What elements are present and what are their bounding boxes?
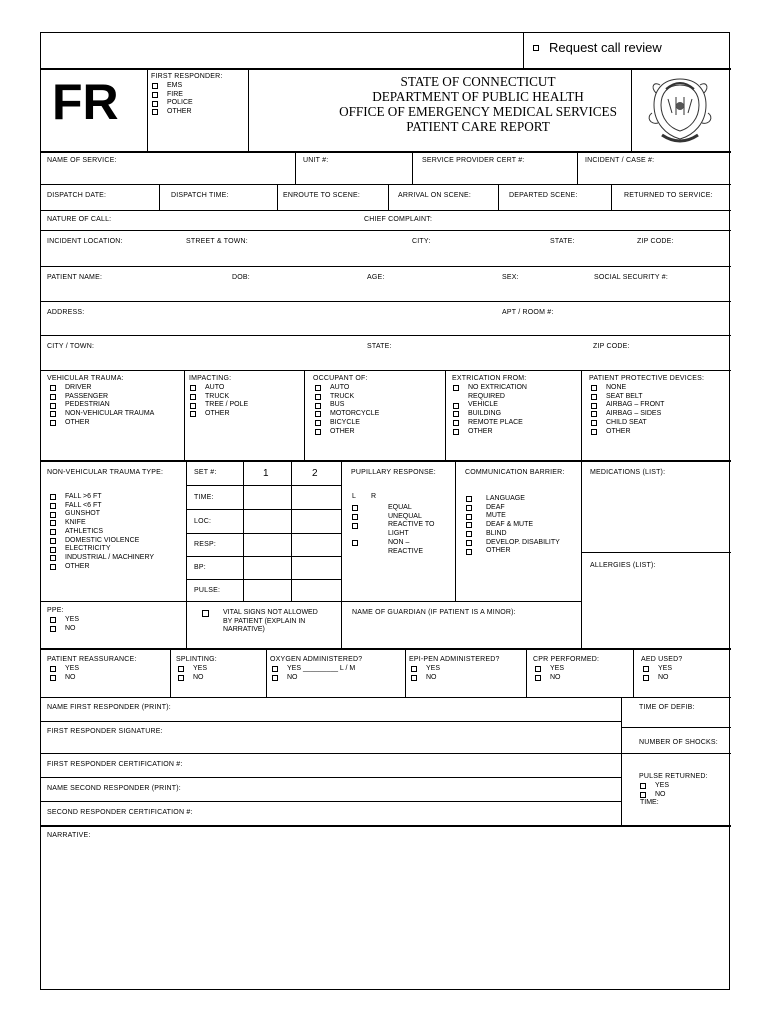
option-no[interactable]: NO [643,674,672,683]
option-yes[interactable]: YES [535,665,564,674]
checkbox[interactable] [453,403,459,409]
enroute-label: ENROUTE TO SCENE: [283,192,361,199]
checkbox[interactable] [190,411,196,417]
option-no[interactable]: NO [411,674,440,683]
checkbox[interactable] [50,626,56,632]
vitals-not-allowed-checkbox[interactable] [202,610,209,617]
option-deaf-mute[interactable]: DEAF & MUTE [466,521,560,530]
option-fall-under-6ft[interactable]: FALL <6 FT [50,502,154,511]
pulse-time: TIME: [640,799,659,807]
option-other[interactable]: OTHER [152,108,193,117]
splinting-options [178,665,207,682]
checkbox[interactable] [640,783,646,789]
option-yes[interactable]: YES [50,665,79,674]
incident-location-label: INCIDENT LOCATION: [47,238,123,245]
occupant-label: OCCUPANT OF: [313,375,368,382]
extrication-label: EXTRICATION FROM: [452,375,527,382]
checkbox[interactable] [315,420,321,426]
option-knife[interactable]: KNIFE [50,519,154,528]
option-tree-pole[interactable]: TREE / POLE [190,401,248,410]
checkbox[interactable] [50,420,56,426]
option-non-reactive-cont: REACTIVE [388,547,424,555]
first-responder-options [152,82,193,117]
request-review-checkbox[interactable] [533,45,539,51]
connecticut-seal-icon [646,73,714,147]
communication-options [466,495,560,556]
splinting-label: SPLINTING: [176,656,217,663]
dispatch-time-label: DISPATCH TIME: [171,192,229,199]
vitals-set-2: 2 [312,468,318,479]
non-vehicular-options [50,493,154,571]
option-gunshot[interactable]: GUNSHOT [50,510,154,519]
dispatch-date-label: DISPATCH DATE: [47,192,107,199]
option-industrial[interactable]: INDUSTRIAL / MACHINERY [50,554,154,563]
vitals-loc-label: LOC: [194,518,212,525]
checkbox[interactable] [50,503,56,509]
option-language[interactable]: LANGUAGE [466,495,560,504]
checkbox[interactable] [272,675,278,681]
checkbox[interactable] [466,514,472,520]
checkbox[interactable] [315,403,321,409]
option-truck[interactable]: TRUCK [315,393,379,402]
cpr-options [535,665,564,682]
option-other[interactable]: OTHER [453,428,527,437]
option-airbag-sides[interactable]: AIRBAG – SIDES [591,410,664,419]
option-bus[interactable]: BUS [315,401,379,410]
protective-devices-label: PATIENT PROTECTIVE DEVICES: [589,375,705,382]
checkbox[interactable] [315,394,321,400]
unit-label: UNIT #: [303,157,329,164]
option-fire[interactable]: FIRE [152,91,193,100]
checkbox[interactable] [50,385,56,391]
pulse-returned-label: PULSE RETURNED: [639,773,708,780]
option-auto[interactable]: AUTO [190,384,248,393]
first-responder-cert-label: FIRST RESPONDER CERTIFICATION #: [47,761,183,768]
vitals-resp-label: RESP: [194,541,217,548]
chief-complaint-label: CHIEF COMPLAINT: [364,216,433,223]
epipen-options [411,665,440,682]
option-bicycle[interactable]: BICYCLE [315,419,379,428]
option-other[interactable]: OTHER [50,563,154,572]
option-non-reactive[interactable]: NON – [352,539,434,548]
state-label: STATE: [550,238,575,245]
departed-label: DEPARTED SCENE: [509,192,578,199]
option-yes[interactable]: YES _________ L / M [272,665,355,674]
protective-devices-options [591,384,664,436]
oxygen-label: OXYGEN ADMINISTERED? [270,656,363,663]
cpr-label: CPR PERFORMED: [533,656,600,663]
checkbox[interactable] [50,520,56,526]
option-continuation: REQUIRED [468,392,505,400]
extrication-options [453,384,527,436]
checkbox[interactable] [591,403,597,409]
guardian-label: NAME OF GUARDIAN (IF PATIENT IS A MINOR): [352,609,516,616]
checkbox[interactable] [411,666,417,672]
reassurance-label: PATIENT REASSURANCE: [47,656,137,663]
checkbox[interactable] [50,494,56,500]
checkbox[interactable] [591,385,597,391]
option-airbag-front[interactable]: AIRBAG – FRONT [591,401,664,410]
checkbox[interactable] [591,429,597,435]
checkbox[interactable] [591,411,597,417]
checkbox[interactable] [50,564,56,570]
checkbox[interactable] [50,675,56,681]
option-ems[interactable]: EMS [152,82,193,91]
second-responder-cert-label: SECOND RESPONDER CERTIFICATION #: [47,809,193,816]
nature-of-call-label: NATURE OF CALL: [47,216,112,223]
option-driver[interactable]: DRIVER [50,384,154,393]
street-town-label: STREET & TOWN: [186,238,248,245]
time-of-defib-label: TIME OF DEFIB: [639,704,695,711]
patient-name-label: PATIENT NAME: [47,274,103,281]
narrative-area[interactable] [45,845,725,985]
apt-room-label: APT / ROOM #: [502,309,554,316]
option-equal[interactable]: EQUAL [352,504,434,513]
checkbox[interactable] [50,411,56,417]
checkbox[interactable] [50,394,56,400]
option-deaf[interactable]: DEAF [466,504,560,513]
number-of-shocks-label: NUMBER OF SHOCKS: [639,739,718,746]
checkbox[interactable] [152,109,158,115]
option-vehicle[interactable]: VEHICLE [453,401,527,410]
option-other[interactable]: OTHER [466,547,560,556]
checkbox[interactable] [190,394,196,400]
first-responder-label: FIRST RESPONDER: [151,73,223,80]
age-label: AGE: [367,274,385,281]
checkbox[interactable] [453,420,459,426]
checkbox[interactable] [643,666,649,672]
option-no[interactable]: NO [272,674,355,683]
option-no-extrication[interactable]: NO EXTRICATION [453,384,527,393]
checkbox[interactable] [50,529,56,535]
option-seat-belt[interactable]: SEAT BELT [591,393,664,402]
city-town-label: CITY / TOWN: [47,343,95,350]
pupil-right-label: R [371,493,377,500]
option-child-seat[interactable]: CHILD SEAT [591,419,664,428]
option-no[interactable]: NO [50,625,79,634]
checkbox[interactable] [50,666,56,672]
request-call-review[interactable] [533,40,662,55]
occupant-options [315,384,379,436]
option-no[interactable]: NO [535,674,564,683]
checkbox[interactable] [591,394,597,400]
patient-zip-label: ZIP CODE: [593,343,630,350]
option-yes[interactable]: YES [643,665,672,674]
option-yes[interactable]: YES [640,782,669,791]
impacting-label: IMPACTING: [189,375,232,382]
checkbox[interactable] [352,523,358,529]
pulse-returned-options [640,782,669,808]
vitals-pulse-label: PULSE: [194,587,221,594]
checkbox[interactable] [535,666,541,672]
option-remote-place[interactable]: REMOTE PLACE [453,419,527,428]
second-responder-name-label: NAME SECOND RESPONDER (PRINT): [47,785,181,792]
option-yes[interactable]: YES [50,616,79,625]
pupil-left-label: L [352,493,357,500]
sex-label: SEX: [502,274,519,281]
oxygen-options [272,665,355,682]
checkbox[interactable] [466,531,472,537]
communication-label: COMMUNICATION BARRIER: [465,469,565,476]
returned-label: RETURNED TO SERVICE: [624,192,713,199]
first-responder-signature-label: FIRST RESPONDER SIGNATURE: [47,728,163,735]
checkbox[interactable] [466,496,472,502]
checkbox[interactable] [315,429,321,435]
request-review-label: Request call review [549,40,662,55]
patient-state-label: STATE: [367,343,392,350]
option-unequal[interactable]: UNEQUAL [352,513,434,522]
ssn-label: SOCIAL SECURITY #: [594,274,669,281]
option-auto[interactable]: AUTO [315,384,379,393]
option-passenger[interactable]: PASSENGER [50,393,154,402]
checkbox[interactable] [315,411,321,417]
medications-label: MEDICATIONS (LIST): [590,469,666,476]
checkbox[interactable] [352,514,358,520]
option-yes[interactable]: YES [178,665,207,674]
option-other[interactable]: OTHER [315,428,379,437]
option-pedestrian[interactable]: PEDESTRIAN [50,401,154,410]
option-none[interactable]: NONE [591,384,664,393]
option-no[interactable]: NO [640,791,669,800]
checkbox[interactable] [50,617,56,623]
checkbox[interactable] [640,792,646,798]
checkbox[interactable] [352,505,358,511]
checkbox[interactable] [272,666,278,672]
impacting-options [190,384,248,419]
option-other[interactable]: OTHER [190,410,248,419]
aed-label: AED USED? [641,656,683,663]
pupillary-label: PUPILLARY RESPONSE: [351,469,436,476]
checkbox[interactable] [466,549,472,555]
ppe-options [50,616,79,633]
vitals-set-label: SET #: [194,469,217,476]
vitals-set-1: 1 [263,468,269,479]
checkbox[interactable] [453,429,459,435]
option-reactive[interactable]: REACTIVE TO [352,521,434,530]
checkbox[interactable] [190,385,196,391]
option-other[interactable]: OTHER [591,428,664,437]
option-police[interactable]: POLICE [152,99,193,108]
checkbox[interactable] [643,675,649,681]
checkbox[interactable] [50,538,56,544]
checkbox[interactable] [466,522,472,528]
checkbox[interactable] [50,512,56,518]
option-no[interactable]: NO [50,674,79,683]
checkbox[interactable] [453,385,459,391]
option-blind[interactable]: BLIND [466,530,560,539]
checkbox[interactable] [466,505,472,511]
option-no[interactable]: NO [178,674,207,683]
name-of-service-label: NAME OF SERVICE: [47,157,117,164]
vitals-time-label: TIME: [194,494,214,501]
pupillary-options [352,504,434,556]
option-other[interactable]: OTHER [50,419,154,428]
option-domestic-violence[interactable]: DOMESTIC VIOLENCE [50,537,154,546]
dob-label: DOB: [232,274,250,281]
checkbox[interactable] [152,83,158,89]
allergies-label: ALLERGIES (LIST): [590,562,656,569]
checkbox[interactable] [178,675,184,681]
option-develop-disability[interactable]: DEVELOP. DISABILITY [466,539,560,548]
provider-cert-label: SERVICE PROVIDER CERT #: [422,157,525,164]
option-athletics[interactable]: ATHLETICS [50,528,154,537]
vitals-not-allowed-text: VITAL SIGNS NOT ALLOWED BY PATIENT (EXPLAIN IN NARRATIVE) [223,609,318,634]
option-reactive-cont: LIGHT [388,530,409,538]
city-label: CITY: [412,238,431,245]
checkbox[interactable] [152,92,158,98]
checkbox[interactable] [152,101,158,107]
ppe-label: PPE: [47,607,64,614]
narrative-label: NARRATIVE: [47,832,91,839]
aed-options [643,665,672,682]
checkbox[interactable] [178,666,184,672]
checkbox[interactable] [411,675,417,681]
address-label: ADDRESS: [47,309,85,316]
first-responder-name-label: NAME FIRST RESPONDER (PRINT): [47,704,171,711]
option-electricity[interactable]: ELECTRICITY [50,545,154,554]
checkbox[interactable] [50,547,56,553]
checkbox[interactable] [50,403,56,409]
checkbox[interactable] [50,555,56,561]
non-vehicular-type-label: NON-VEHICULAR TRAUMA TYPE: [47,469,164,476]
option-fall-over-6ft[interactable]: FALL >6 FT [50,493,154,502]
patient-care-report-form [40,32,730,990]
vitals-bp-label: BP: [194,564,206,571]
option-building[interactable]: BUILDING [453,410,527,419]
arrival-label: ARRIVAL ON SCENE: [398,192,472,199]
incident-case-label: INCIDENT / CASE #: [585,157,655,164]
checkbox[interactable] [466,540,472,546]
fr-logo: FR [52,74,119,130]
checkbox[interactable] [453,411,459,417]
checkbox[interactable] [315,385,321,391]
option-motorcycle[interactable]: MOTORCYCLE [315,410,379,419]
epipen-label: EPI-PEN ADMINISTERED? [409,656,500,663]
vehicular-trauma-options [50,384,154,428]
option-non-vehicular[interactable]: NON-VEHICULAR TRAUMA [50,410,154,419]
checkbox[interactable] [535,675,541,681]
checkbox[interactable] [352,540,358,546]
checkbox[interactable] [190,403,196,409]
vehicular-trauma-label: VEHICULAR TRAUMA: [47,375,124,382]
option-yes[interactable]: YES [411,665,440,674]
option-mute[interactable]: MUTE [466,512,560,521]
checkbox[interactable] [591,420,597,426]
reassurance-options [50,665,79,682]
form-title: STATE OF CONNECTICUT DEPARTMENT OF PUBLIC HEALTH OFFICE OF EMERGENCY MEDICAL SERVICES PATIENT CARE REPORT [339,74,617,134]
option-truck[interactable]: TRUCK [190,393,248,402]
zip-label: ZIP CODE: [637,238,674,245]
